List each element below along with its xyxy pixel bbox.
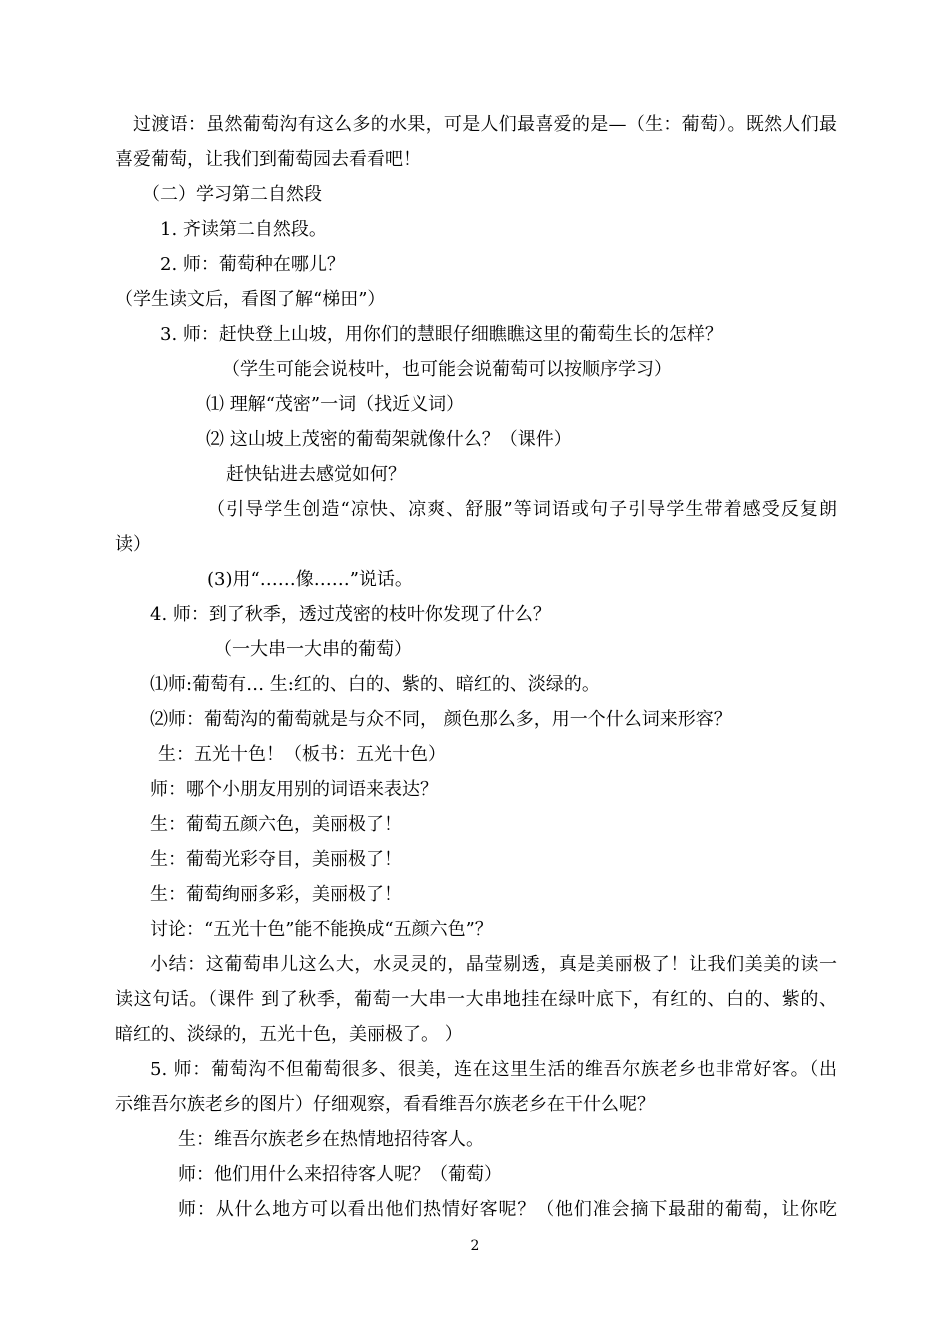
text-line: 生：葡萄光彩夺目，美丽极了！ (150, 849, 402, 870)
text-line: 师：哪个小朋友用别的词语来表达？ (150, 779, 438, 800)
text-line: 师：他们用什么来招待客人呢？（葡萄） (178, 1164, 502, 1185)
text-line: 5. 师：葡萄沟不但葡萄很多、很美，连在这里生活的维吾尔族老乡也非常好客。（出 (150, 1059, 837, 1080)
text-line: 小结：这葡萄串儿这么大，水灵灵的，晶莹剔透，真是美丽极了！让我们美美的读一 (150, 954, 837, 975)
page-number: 2 (470, 1238, 480, 1254)
text-line: （一大串一大串的葡萄） (214, 639, 412, 660)
text-line: 读） (115, 534, 151, 555)
text-line: 生：葡萄绚丽多彩，美丽极了！ (150, 884, 402, 905)
text-line: 1. 齐读第二自然段。 (160, 219, 327, 240)
text-line: ⑵师：葡萄沟的葡萄就是与众不同， 颜色那么多，用一个什么词来形容？ (150, 709, 732, 730)
text-line: ⑵ 这山坡上茂密的葡萄架就像什么？（课件） (206, 429, 572, 450)
text-line: （学生可能会说枝叶，也可能会说葡萄可以按顺序学习） (222, 359, 672, 380)
text-line: 生：葡萄五颜六色，美丽极了！ (150, 814, 402, 835)
text-line: ⑴师:葡萄有… 生:红的、白的、紫的、暗红的、淡绿的。 (150, 674, 600, 695)
text-line: 赶快钻进去感觉如何？ (226, 464, 406, 485)
text-line: （学生读文后，看图了解“梯田”） (115, 289, 386, 310)
text-line: 过渡语：虽然葡萄沟有这么多的水果，可是人们最喜爱的是—（生：葡萄）。既然人们最 (133, 114, 837, 135)
text-line: 喜爱葡萄，让我们到葡萄园去看看吧！ (115, 149, 421, 170)
text-line: 生：五光十色！（板书：五光十色） (158, 744, 446, 765)
text-line: 2. 师：葡萄种在哪儿？ (160, 254, 345, 275)
text-line: 读这句话。（课件 到了秋季，葡萄一大串一大串地挂在绿叶底下，有红的、白的、紫的、 (115, 989, 837, 1010)
text-line: (3)用“……像……”说话。 (207, 569, 413, 590)
text-line: 3. 师：赶快登上山坡，用你们的慧眼仔细瞧瞧这里的葡萄生长的怎样？ (160, 324, 723, 345)
text-line: 师：从什么地方可以看出他们热情好客呢？（他们准会摘下最甜的葡萄，让你吃 (178, 1199, 837, 1220)
section-heading: （二）学习第二自然段 (142, 184, 322, 205)
text-line: 示维吾尔族老乡的图片）仔细观察，看看维吾尔族老乡在干什么呢？ (115, 1094, 655, 1115)
text-line: 暗红的、淡绿的，五光十色，美丽极了。 ） (115, 1024, 463, 1045)
text-line: 生：维吾尔族老乡在热情地招待客人。 (178, 1129, 484, 1150)
text-line: 4. 师：到了秋季，透过茂密的枝叶你发现了什么？ (150, 604, 551, 625)
text-line: （引导学生创造“凉快、凉爽、舒服”等词语或句子引导学生带着感受反复朗 (207, 499, 837, 520)
text-line: 讨论：“五光十色”能不能换成“五颜六色”？ (150, 919, 493, 940)
text-line: ⑴ 理解“茂密”一词（找近义词） (206, 394, 465, 415)
